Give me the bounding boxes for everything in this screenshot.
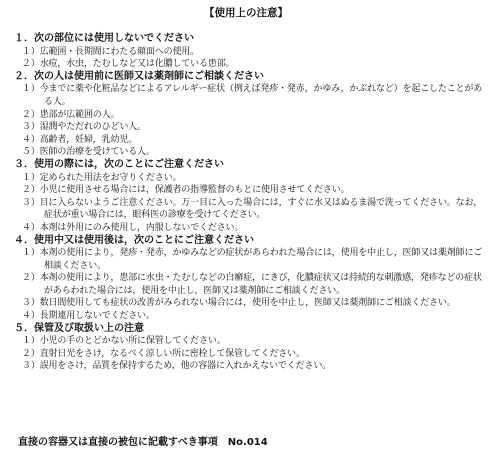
list-item: ２）水痘，水虫，たむしなど又は化膿している患部。 [22, 59, 235, 70]
section-heading: ２．次の人は使用前に医師又は薬剤師にご相談ください [14, 70, 264, 82]
list-item: １）今までに薬や化粧品などによるアレルギー症状（例えば発疹・発赤，かゆみ，かぶれなど）を起こしたことがある人。 [22, 84, 483, 107]
list-item: ３）湿潤やただれのひどい人。 [22, 122, 146, 133]
section-heading: ３．使用の際には，次のことにご注意ください [14, 158, 224, 170]
document-footer: 直接の容器又は直接の被包に記載すべき事項 No.014 [18, 437, 268, 448]
section-5 [6, 323, 486, 373]
list-item: ２）直射日光をさけ，なるべく涼しい所に密栓して保管してください。 [22, 348, 305, 359]
document-title: 【使用上の注意】 [204, 7, 288, 19]
list-item: １）本剤の使用により，発疹・発赤，かゆみなどの症状があらわれた場合には，使用を中止し，医師又は薬剤師にご相談ください。 [22, 248, 483, 271]
list-item: ５）医師の治療を受けている人。 [22, 147, 155, 158]
list-item: ３）数日間使用しても症状の改善がみられない場合には，使用を中止し，医師又は薬剤師にご相談ください。 [22, 298, 456, 309]
list-item: ２）本剤の使用により，患部に水虫・たむしなどの白癬症，にきび，化膿症状又は持続的な刺激感，発疹などの症状があらわれた場合には，使用を中止し，医師又は薬剤師にご相談ください。 [22, 273, 482, 296]
list-item: ３）誤用をさけ，品質を保持するため，他の容器に入れかえないでください。 [22, 361, 332, 372]
section-1 [6, 33, 486, 71]
section-3 [6, 159, 486, 235]
section-heading: １．次の部位には使用しないでください [14, 33, 194, 44]
list-item: ２）小児に使用させる場合には，保護者の指導監督のもとに使用させてください。 [22, 185, 350, 196]
list-item: ４）本剤は外用にのみ使用し，内服しないでください。 [22, 222, 244, 233]
list-item: ４）長期連用しないでください。 [22, 311, 155, 322]
section-2 [6, 71, 486, 159]
list-item: ３）目に入らないようご注意ください。万一目に入った場合には，すぐに水又はぬるま湯で洗ってください。なお，症状が重い場合には，眼科医の診療を受けてください。 [22, 197, 483, 221]
section-4 [6, 235, 486, 323]
list-item: １）広範囲・長期間にわたる顔面への使用。 [22, 46, 200, 57]
list-item: ２）患部が広範囲の人。 [22, 109, 120, 120]
list-item: １）定められた用法をお守りください。 [22, 172, 182, 183]
precautions-content [6, 33, 486, 373]
list-item: ４）高齢者，妊婦，乳幼児。 [22, 134, 138, 145]
section-heading: ５．保管及び取扱い上の注意 [14, 322, 144, 334]
section-heading: ４．使用中又は使用後は，次のことにご注意ください [14, 234, 254, 246]
list-item: １）小児の手のとどかない所に保管してください。 [22, 336, 226, 347]
